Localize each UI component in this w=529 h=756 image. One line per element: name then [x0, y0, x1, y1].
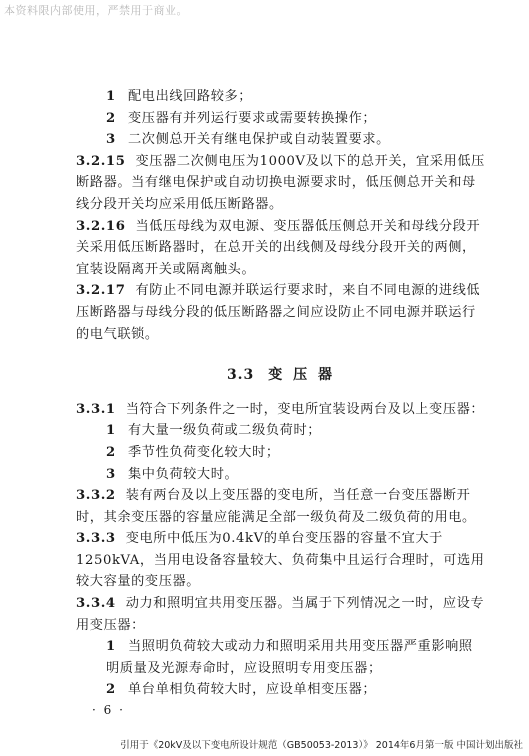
- clause-number: 3.2.15: [76, 153, 126, 169]
- section-title: 变 压 器: [268, 367, 336, 384]
- clause-number: 3.3.3: [76, 531, 116, 547]
- clause-text: 当低压母线为双电源、变压器低压侧总开关和母线分段开关采用低压断路器时，在总开关的出线侧及母线分段开关的两侧，宜装设隔离开关或隔离触头。: [76, 218, 481, 277]
- list-item: [76, 108, 486, 130]
- list-item: [76, 636, 486, 679]
- clause-paragraph: [76, 528, 486, 593]
- list-item: [76, 420, 486, 442]
- clause-number: 3.2.17: [76, 283, 126, 299]
- item-number: 1: [106, 423, 116, 439]
- list-item: [76, 464, 486, 486]
- item-text: 单台单相负荷较大时，应设单相变压器；: [128, 682, 377, 698]
- list-item: [76, 86, 486, 108]
- citation-footer: 引用于《20kV及以下变电所设计规范（GB50053-2013）》 2014年6月第一版 中国计划出版社: [120, 740, 523, 751]
- item-number: 3: [106, 132, 116, 148]
- clause-text: 当符合下列条件之一时，变电所宜装设两台及以上变压器：: [125, 401, 485, 417]
- list-item: [76, 442, 486, 464]
- item-number: 2: [106, 110, 116, 126]
- item-text: 二次侧总开关有继电保护或自动装置要求。: [128, 132, 390, 148]
- item-text: 配电出线回路较多；: [128, 89, 253, 104]
- item-text: 当照明负荷较大或动力和照明采用共用变压器严重影响照明质量及光源寿命时，应设照明专用变压器；: [106, 639, 473, 676]
- item-text: 集中负荷较大时。: [128, 466, 239, 482]
- clause-paragraph: [76, 216, 486, 281]
- clause-paragraph: [76, 485, 486, 528]
- clause-paragraph: [76, 280, 486, 345]
- page-number: · 6 ·: [92, 703, 125, 717]
- item-number: 2: [106, 444, 116, 460]
- watermark-text: 本资料限内部使用，严禁用于商业。: [4, 4, 188, 17]
- clause-text: 变电所中低压为0.4kV的单台变压器的容量不宜大于1250kVA，当用电设备容量较大、负荷集中且运行合理时，可选用较大容量的变压器。: [76, 531, 485, 590]
- clause-text: 动力和照明宜共用变压器。当属于下列情况之一时，应设专用变压器：: [76, 596, 485, 633]
- item-number: 1: [106, 639, 116, 655]
- section-number: 3.3: [226, 367, 255, 384]
- list-item: [76, 679, 486, 701]
- clause-number: 3.3.4: [76, 596, 116, 612]
- clause-number: 3.3.1: [76, 401, 116, 417]
- item-text: 季节性负荷变化较大时；: [128, 444, 280, 460]
- list-item: [76, 129, 486, 151]
- clause-text: 有防止不同电源并联运行要求时，来自不同电源的进线低压断路器与母线分段的低压断路器之间应设防止不同电源并联运行的电气联锁。: [76, 283, 481, 342]
- section-heading: [76, 365, 486, 387]
- clause-paragraph: [76, 151, 486, 216]
- item-number: 2: [106, 682, 116, 698]
- clause-number: 3.2.16: [76, 218, 126, 234]
- clause-number: 3.3.2: [76, 488, 116, 504]
- document-body: [76, 86, 486, 701]
- item-number: 1: [106, 89, 116, 104]
- clause-text: 变压器二次侧电压为1000V及以下的总开关，宜采用低压断路器。当有继电保护或自动切换电源要求时，低压侧总开关和母线分段开关均应采用低压断路器。: [76, 153, 485, 212]
- clause-paragraph: [76, 399, 486, 421]
- item-number: 3: [106, 466, 116, 482]
- item-text: 有大量一级负荷或二级负荷时；: [128, 423, 322, 439]
- clause-text: 装有两台及以上变压器的变电所，当任意一台变压器断开时，其余变压器的容量应能满足全部一级负荷及二级负荷的用电。: [76, 488, 476, 525]
- clause-paragraph: [76, 593, 486, 636]
- item-text: 变压器有并列运行要求或需要转换操作；: [128, 110, 377, 126]
